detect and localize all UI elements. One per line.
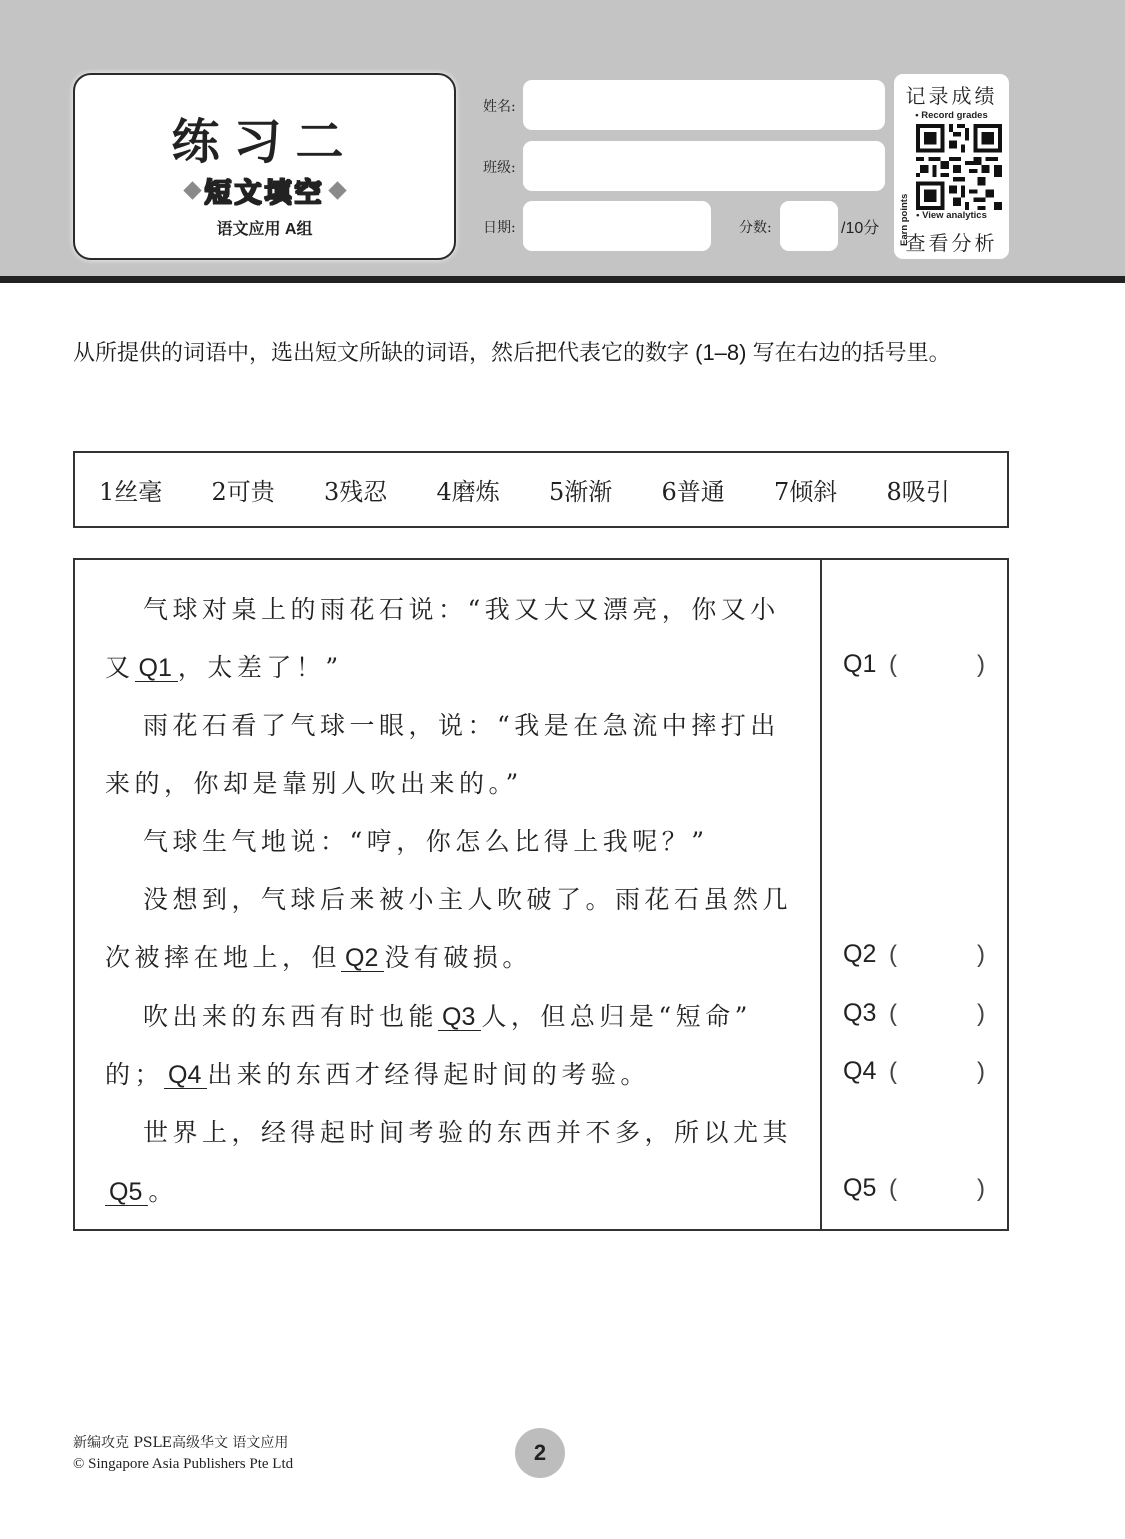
close-paren: ) bbox=[977, 1175, 985, 1202]
answer-row-q4[interactable] bbox=[843, 1057, 993, 1086]
answer-label: Q3 bbox=[843, 999, 877, 1027]
word-option: 6普通 bbox=[661, 478, 725, 506]
passage-line bbox=[105, 938, 532, 974]
answer-label: Q5 bbox=[843, 1174, 877, 1202]
passage-text: 来的，你却是靠别人吹出来的。” bbox=[105, 769, 523, 798]
passage-line bbox=[105, 706, 780, 742]
passage-line bbox=[105, 590, 780, 626]
passage-line bbox=[105, 764, 523, 800]
record-grades-title: 记录成绩 bbox=[905, 86, 998, 108]
score-total: /10分 bbox=[841, 220, 880, 237]
answer-row-q3[interactable] bbox=[843, 999, 993, 1028]
blank-q2: Q2 bbox=[341, 945, 384, 972]
passage-line bbox=[105, 1055, 650, 1091]
score-label: 分数: bbox=[739, 220, 772, 236]
answer-row-q1[interactable] bbox=[843, 650, 993, 679]
copyright: © Singapore Asia Publishers Pte Ltd bbox=[73, 1456, 294, 1472]
blank-q5: Q5 bbox=[105, 1179, 148, 1206]
header-divider bbox=[0, 276, 1125, 283]
passage-text: 没想到，气球后来被小主人吹破了。雨花石虽然几 bbox=[143, 885, 793, 914]
word-option: 1丝毫 bbox=[99, 478, 163, 506]
page-number: 2 bbox=[515, 1428, 565, 1478]
close-paren: ) bbox=[977, 1058, 985, 1085]
passage-text: 又 bbox=[105, 653, 135, 682]
word-option: 3残忍 bbox=[324, 478, 388, 506]
passage-line bbox=[105, 880, 792, 916]
answer-row-q5[interactable] bbox=[843, 1174, 993, 1203]
word-bank bbox=[73, 451, 1009, 528]
view-analytics-caption: • View analytics bbox=[916, 210, 987, 221]
view-analytics-title: 查看分析 bbox=[905, 233, 998, 255]
diamond-left-icon bbox=[183, 181, 201, 199]
passage-line bbox=[105, 822, 709, 858]
passage-text: 气球生气地说：“哼，你怎么比得上我呢？” bbox=[143, 827, 709, 856]
word-option: 4磨炼 bbox=[436, 478, 500, 506]
blank-q1: Q1 bbox=[135, 655, 178, 682]
qr-code-icon[interactable] bbox=[916, 124, 1002, 210]
blank-q4: Q4 bbox=[164, 1062, 207, 1089]
passage-text: ，太差了！” bbox=[177, 653, 343, 682]
exercise-group: 语文应用 A组 bbox=[216, 221, 313, 238]
class-label: 班级: bbox=[483, 160, 516, 176]
book-title: 新编攻克 PSLE高级华文 语文应用 bbox=[73, 1435, 289, 1451]
word-option: 7倾斜 bbox=[774, 478, 838, 506]
name-label: 姓名: bbox=[483, 99, 516, 115]
answer-label: Q1 bbox=[843, 650, 877, 678]
word-option: 8吸引 bbox=[886, 478, 950, 506]
passage-line bbox=[105, 1113, 792, 1149]
answer-label: Q4 bbox=[843, 1057, 877, 1085]
passage-text: 。 bbox=[148, 1177, 178, 1206]
close-paren: ) bbox=[977, 651, 985, 678]
class-field[interactable] bbox=[523, 141, 885, 191]
passage-text: 人，但总归是“短命” bbox=[481, 1002, 752, 1031]
subtitle-row bbox=[75, 171, 454, 210]
open-paren: ( bbox=[889, 1058, 897, 1085]
passage-text: 出来的东西才经得起时间的考验。 bbox=[207, 1060, 650, 1089]
passage-text: 吹出来的东西有时也能 bbox=[143, 1002, 439, 1031]
name-field[interactable] bbox=[523, 80, 885, 130]
exercise-subtitle: 短文填空 bbox=[204, 178, 325, 209]
score-field[interactable] bbox=[780, 201, 838, 251]
passage-text: 次被摔在地上，但 bbox=[105, 943, 342, 972]
passage-line bbox=[105, 648, 343, 684]
word-option: 5渐渐 bbox=[549, 478, 613, 506]
passage-text: 雨花石看了气球一眼，说：“我是在急流中摔打出 bbox=[143, 711, 780, 740]
answer-row-q2[interactable] bbox=[843, 940, 993, 969]
passage-table bbox=[73, 558, 1009, 1231]
qr-card[interactable] bbox=[894, 74, 1009, 259]
open-paren: ( bbox=[889, 941, 897, 968]
close-paren: ) bbox=[977, 1000, 985, 1027]
title-card bbox=[73, 73, 456, 260]
instruction-text: 从所提供的词语中，选出短文所缺的词语，然后把代表它的数字 (1–8) 写在右边的括号里。 bbox=[73, 340, 951, 365]
open-paren: ( bbox=[889, 1175, 897, 1202]
date-field[interactable] bbox=[523, 201, 711, 251]
column-divider bbox=[820, 560, 822, 1229]
passage-text: 的； bbox=[105, 1060, 165, 1089]
blank-q3: Q3 bbox=[438, 1004, 481, 1031]
open-paren: ( bbox=[889, 1000, 897, 1027]
exercise-title: 练习二 bbox=[171, 114, 358, 170]
close-paren: ) bbox=[977, 941, 985, 968]
date-label: 日期: bbox=[483, 220, 516, 236]
passage-line bbox=[105, 997, 752, 1033]
passage-text: 气球对桌上的雨花石说：“我又大又漂亮，你又小 bbox=[143, 595, 780, 624]
passage-text: 世界上，经得起时间考验的东西并不多，所以尤其 bbox=[143, 1118, 793, 1147]
earn-points-caption: Earn points bbox=[899, 193, 910, 246]
word-option: 2可贵 bbox=[211, 478, 275, 506]
answer-label: Q2 bbox=[843, 940, 877, 968]
record-grades-caption: • Record grades bbox=[915, 110, 988, 121]
open-paren: ( bbox=[889, 651, 897, 678]
diamond-right-icon bbox=[328, 181, 346, 199]
passage-text: 没有破损。 bbox=[384, 943, 532, 972]
passage-line bbox=[105, 1172, 178, 1208]
